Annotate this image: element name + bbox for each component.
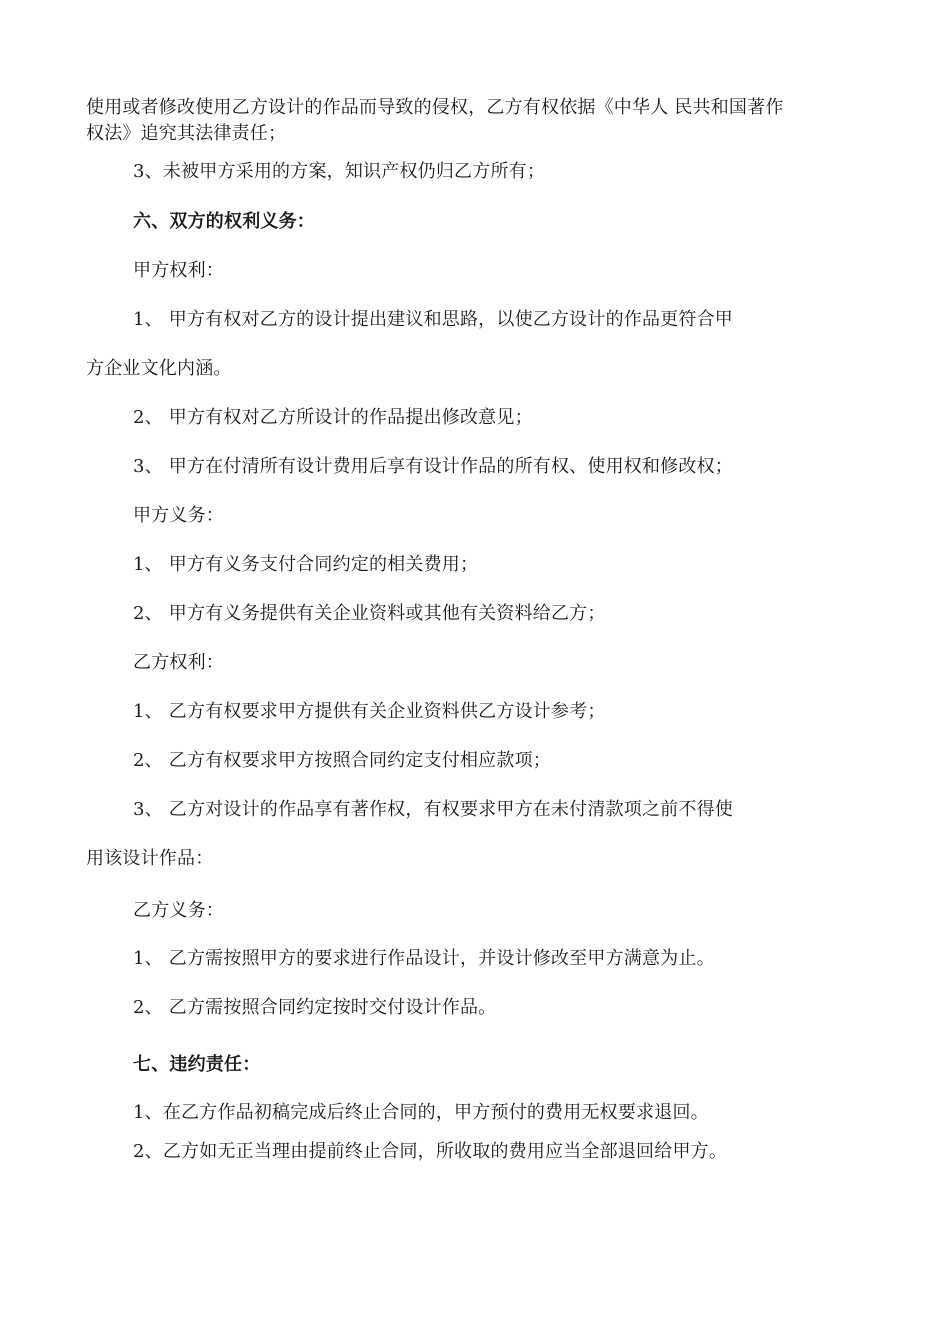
clause-item: 2、 乙方需按照合同约定按时交付设计作品。: [133, 997, 497, 1018]
section-heading-rights-obligations: 六、双方的权利义务：: [133, 211, 315, 232]
clause-item: 2、 乙方有权要求甲方按照合同约定支付相应款项；: [133, 750, 551, 771]
paragraph-line-continuation: 用该设计作品：: [86, 848, 214, 869]
clause-item: 2、 甲方有义务提供有关企业资料或其他有关资料给乙方；: [133, 603, 606, 624]
clause-item: 3、 乙方对设计的作品享有著作权，有权要求甲方在未付清款项之前不得使: [133, 799, 733, 820]
clause-item: 1、 甲方有权对乙方的设计提出建议和思路，以使乙方设计的作品更符合甲: [133, 309, 733, 330]
paragraph-line-continuation: 权法》追究其法律责任；: [86, 123, 287, 144]
paragraph-line-continuation: 方企业文化内涵。: [86, 358, 232, 379]
clause-item: 1、 甲方有义务支付合同约定的相关费用；: [133, 554, 479, 575]
clause-item: 1、 乙方有权要求甲方提供有关企业资料供乙方设计参考；: [133, 701, 606, 722]
section-heading-breach-liability: 七、违约责任：: [133, 1054, 261, 1075]
clause-item: 2、乙方如无正当理由提前终止合同，所收取的费用应当全部退回给甲方。: [133, 1141, 728, 1162]
clause-item: 1、 乙方需按照甲方的要求进行作品设计，并设计修改至甲方满意为止。: [133, 948, 715, 969]
subheading-party-a-obligations: 甲方义务：: [133, 505, 224, 526]
subheading-party-b-obligations: 乙方义务：: [133, 900, 224, 921]
clause-item: 3、 甲方在付清所有设计费用后享有设计作品的所有权、使用权和修改权；: [133, 456, 733, 477]
clause-item: 3、未被甲方采用的方案，知识产权仍归乙方所有；: [133, 161, 546, 182]
subheading-party-b-rights: 乙方权利：: [133, 652, 224, 673]
paragraph-line-continuation: 使用或者修改使用乙方设计的作品而导致的侵权，乙方有权依据《中华人 民共和国著作: [86, 97, 784, 118]
clause-item: 1、在乙方作品初稿完成后终止合同的，甲方预付的费用无权要求退回。: [133, 1102, 709, 1123]
subheading-party-a-rights: 甲方权利：: [133, 260, 224, 281]
clause-item: 2、 甲方有权对乙方所设计的作品提出修改意见；: [133, 407, 533, 428]
